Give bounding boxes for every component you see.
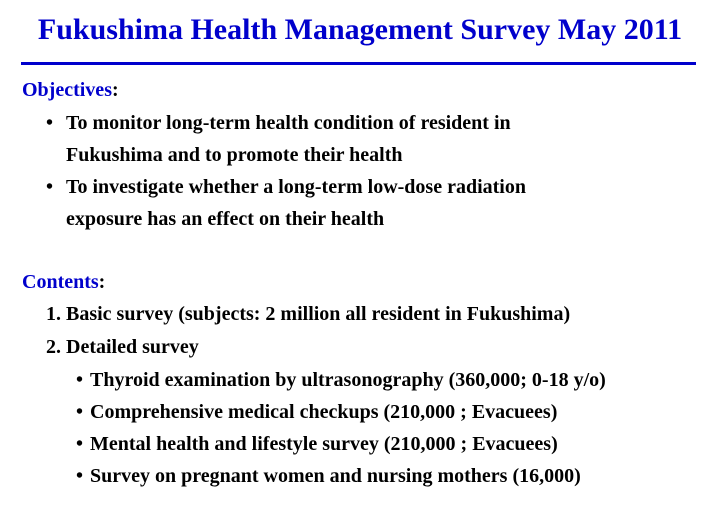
bullet-marker: • [76,433,84,455]
bullet-marker: • [46,176,54,198]
title-divider [21,62,696,65]
objective-item-2 [46,171,526,203]
contents-item-1: 1. Basic survey (subjects: 2 million all resident in Fukushima) [46,303,571,325]
contents-heading-label: Contents [22,271,99,293]
detailed-survey-item-2-label: Comprehensive medical checkups (210,000 ; Evacuees) [90,401,558,423]
objectives-heading [22,78,119,102]
objectives-heading-colon: : [111,79,119,101]
slide-title: Fukushima Health Management Survey May 2011 [37,13,683,46]
objective-item-1-continuation: Fukushima and to promote their health [66,144,403,166]
bullet-marker: • [76,465,84,487]
bullet-marker: • [76,369,84,391]
objective-item-2-line1: To investigate whether a long-term low-dose radiation [66,176,526,198]
detailed-survey-item-3 [76,428,558,460]
objectives-heading-label: Objectives [22,79,112,101]
detailed-survey-item-3-label: Mental health and lifestyle survey (210,000 ; Evacuees) [90,433,558,455]
contents-heading [22,270,105,294]
contents-heading-colon: : [98,271,106,293]
objective-item-2-continuation: exposure has an effect on their health [66,208,385,230]
detailed-survey-item-1-label: Thyroid examination by ultrasonography (360,000; 0-18 y/o) [90,369,606,391]
objective-item-1 [46,107,511,139]
contents-item-2: 2. Detailed survey [46,336,199,358]
bullet-marker: • [76,401,84,423]
detailed-survey-item-4-label: Survey on pregnant women and nursing mothers (16,000) [90,465,581,487]
detailed-survey-item-2 [76,396,557,428]
detailed-survey-item-4 [76,460,581,492]
bullet-marker: • [46,112,54,134]
detailed-survey-item-1 [76,364,606,396]
objective-item-1-line1: To monitor long-term health condition of resident in [66,112,511,134]
